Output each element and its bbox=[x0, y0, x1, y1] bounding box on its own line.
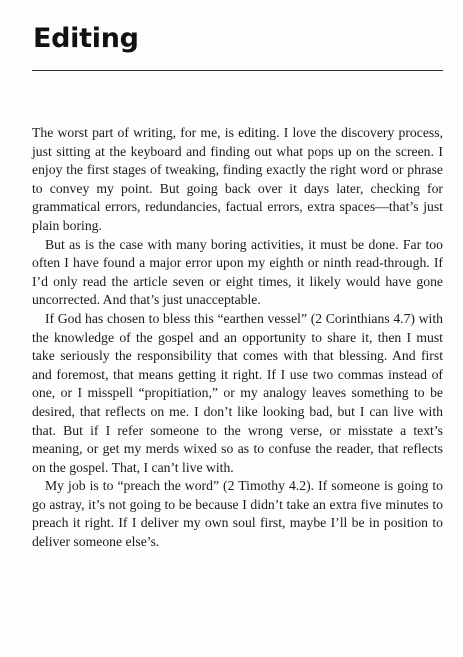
page-title: Editing bbox=[33, 23, 139, 54]
title-divider bbox=[32, 70, 443, 71]
paragraph-4: My job is to “preach the word” (2 Timothy 4.2). If someone is going to go astray, it’s not going to be because I didn’t take an extra five minutes to preach it right. If I deliver my own soul first, maybe I’ll be in position to deliver someone else’s. bbox=[32, 478, 443, 550]
paragraph-1: The worst part of writing, for me, is editing. I love the discovery process, just sitting at the keyboard and finding out what pops up on the screen. I enjoy the first stages of tweaking, finding exactly the right word or phrase to convey my point. But going back over it days later, checking for grammatical errors, redundancies, factual errors, extra spaces—that’s just plain boring. bbox=[32, 125, 443, 233]
paragraph-2: But as is the case with many boring activities, it must be done. Far too often I have found a major error upon my eighth or ninth read-through. If I’d only read the article seven or eight times, it likely would have gone uncorrected. And that’s just unacceptable. bbox=[32, 236, 443, 308]
body-text bbox=[32, 124, 443, 552]
paragraph-3: If God has chosen to bless this “earthen vessel” (2 Corinthians 4.7) with the knowledge of the gospel and an opportunity to share it, then I must take seriously the responsibility that comes with that blessing. And first and foremost, that means getting it right. If I use two commas instead of one, or I misspell “propitiation,” or my analogy leaves something to be desired, that reflects on me. I don’t like looking bad, but I can live with that. But if I refer someone to the wrong verse, or misstate a text’s meaning, or get my merds wixed so as to confuse the reader, that reflects on the gospel. That, I can’t live with. bbox=[32, 310, 443, 475]
